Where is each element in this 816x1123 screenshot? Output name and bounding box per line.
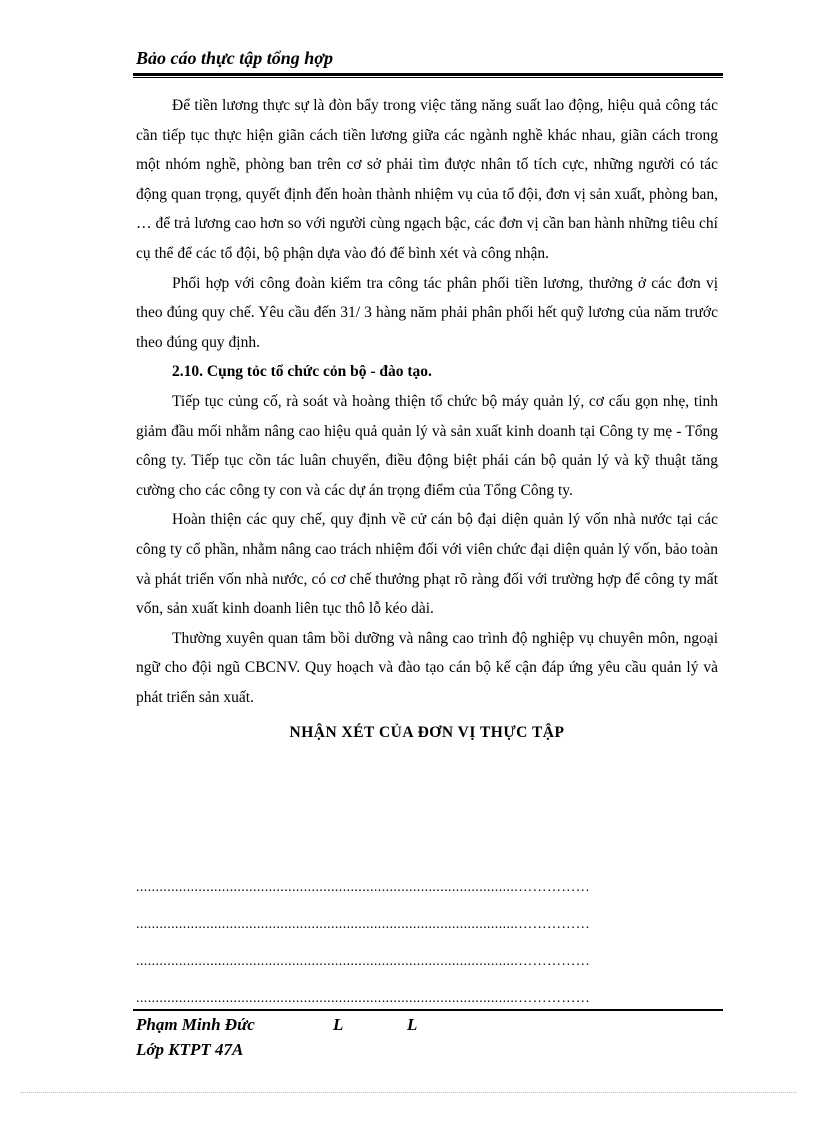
paragraph-training: Thường xuyên quan tâm bồi dưỡng và nâng cao trình độ nghiệp vụ chuyên môn, ngoại ngữ cho đội ngũ CBCNV. Quy hoạch và đào tạo cán bộ kế cận đáp ứng yêu cầu quản lý và phát triển sản xuất.	[136, 629, 718, 706]
header-rule-thick	[133, 73, 723, 76]
remarks-title: NHẬN XÉT CỦA ĐƠN VỊ THỰC TẬP	[289, 724, 565, 742]
header-rule-thin	[133, 77, 723, 78]
paragraph-organization: Tiếp tục củng cố, rà soát và hoàng thiện tổ chức bộ máy quản lý, cơ cấu gọn nhẹ, tinh giảm đầu mối nhằm nâng cao hiệu quả quản lý và sản xuất kinh doanh tại Công ty mẹ - Tổng công ty. Tiếp tục cồn tác luân chuyển, điều động biệt phái cán bộ quản lý và kỹ thuật tăng cường cho các công ty con và các dự án trọng điểm của Tổng Công ty.	[136, 392, 718, 499]
footer-class: Lớp KTPT 47A	[136, 1040, 244, 1059]
footer-author: Phạm Minh Đức	[136, 1015, 255, 1034]
report-header-title: Bảo cáo thực tập tổng hợp	[136, 48, 333, 68]
remarks-line: ..................................................................................................……………	[136, 991, 591, 1006]
section-heading-staff-training: 2.10. Cụng tỏc tổ chức cỏn bộ - đào tạo.	[172, 363, 432, 381]
page-edge-divider	[20, 1092, 796, 1093]
footer-rule	[133, 1009, 723, 1011]
paragraph-capital-regulations: Hoàn thiện các quy chế, quy định về cử cán bộ đại diện quản lý vốn nhà nước tại các công ty cổ phần, nhằm nâng cao trách nhiệm đối với viên chức đại diện quản lý vốn, bảo toàn và phát triển vốn nhà nước, có cơ chế thưởng phạt rõ ràng đối với trường hợp để công ty mất vốn, sản xuất kinh doanh liên tục thô lỗ kéo dài.	[136, 511, 718, 618]
remarks-line: ..................................................................................................……………	[136, 917, 591, 932]
footer-mark: L	[333, 1015, 344, 1034]
paragraph-salary-lever: Để tiền lương thực sự là đòn bẩy trong việc tăng năng suất lao động, hiệu quả công tác cần tiếp tục thực hiện giãn cách tiền lương giữa các ngành nghề khác nhau, giãn cách trong một nhóm nghề, phòng ban trên cơ sở phải tìm được nhân tố tích cực, những người có tác động quan trọng, quyết định đến hoàn thành nhiệm vụ của tổ đội, đơn vị sản xuất, phòng ban, … để trả lương cao hơn so với người cùng ngạch bậc, các đơn vị cần ban hành những tiêu chí cụ thể để các tổ đội, bộ phận dựa vào đó để bình xét và công nhận.	[136, 97, 718, 262]
footer-mark: L	[407, 1015, 418, 1034]
paragraph-union-coordination: Phối hợp với công đoàn kiểm tra công tác phân phối tiền lương, thưởng ở các đơn vị theo đúng quy chế. Yêu cầu đến 31/ 3 hàng năm phải phân phối hết quỹ lương của năm trước theo đúng quy định.	[136, 274, 718, 351]
remarks-line: ..................................................................................................……………	[136, 880, 591, 895]
document-body	[136, 91, 718, 748]
remarks-line: ..................................................................................................……………	[136, 954, 591, 969]
